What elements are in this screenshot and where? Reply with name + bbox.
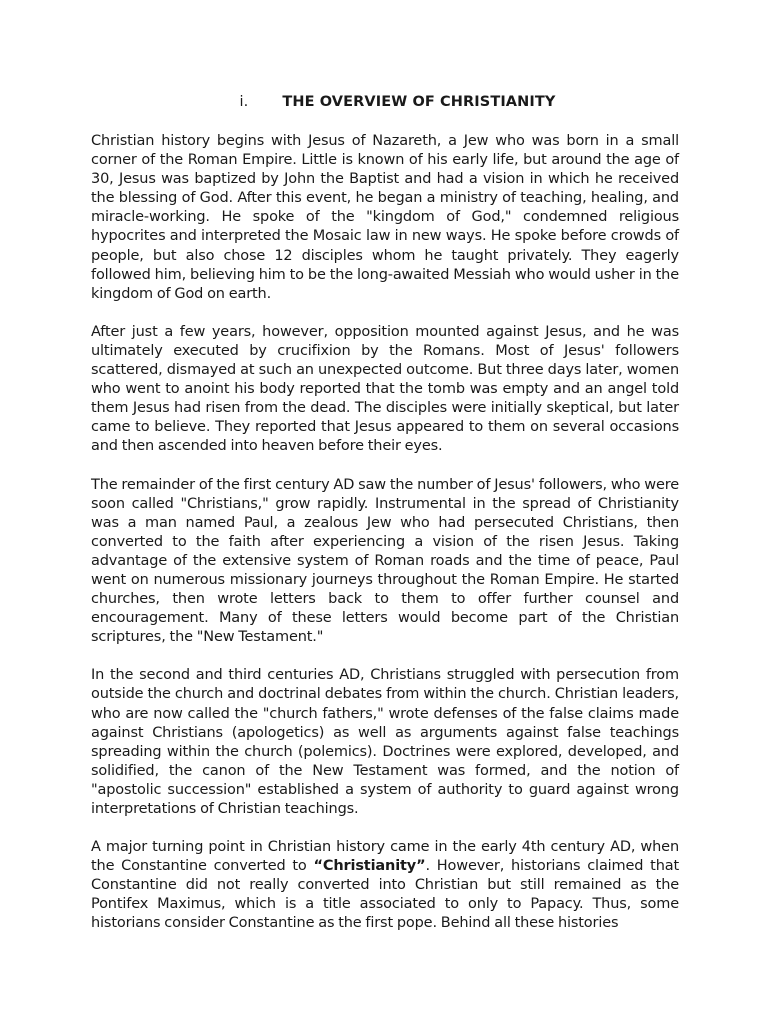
paragraph-5-text-start: A major turning point in Christian history came in the early 4th century AD, when the Constantine converted to	[91, 839, 679, 875]
paragraph-4: In the second and third centuries AD, Christians struggled with persecution from outside the church and doctrinal debates from within the church. Christian leaders, who are now called the "church fathers," wrote defenses of the false claims made against Christians (apologetics) as well as arguments against false teachings spreading within the church (polemics). Doctrines were explored, developed, and solidified, the canon of the New Testament was formed, and the notion of "apostolic succession" established a system of authority to guard against wrong interpretations of Christian teachings.	[91, 667, 679, 817]
paragraph-5-text-end: . However, historians claimed that Constantine did not really converted into Christian but still remained as the Pontifex Maximus, which is a title associated to only to Papacy. Thus, some historians consider Constantine as the first pope. Behind all these histories	[91, 858, 679, 932]
paragraph-3: The remainder of the first century AD saw the number of Jesus' followers, who were soon called "Christians," grow rapidly. Instrumental in the spread of Christianity was a man named Paul, a zealous Jew who had persecuted Christians, then converted to the faith after experiencing a vision of the risen Jesus. Taking advantage of the extensive system of Roman roads and the time of peace, Paul went on numerous missionary journeys throughout the Roman Empire. He started churches, then wrote letters back to them to offer further counsel and encouragement. Many of these letters would become part of the Christian scriptures, the "New Testament."	[91, 476, 679, 646]
paragraph-5-emphasis: “Christianity”	[313, 858, 426, 875]
section-number: i.	[239, 94, 249, 110]
paragraph-1: Christian history begins with Jesus of Nazareth, a Jew who was born in a small corner of the Roman Empire. Little is known of his early life, but around the age of 30, Jesus was baptized by John the Baptist and had a vision in which he received the blessing of God. After this event, he began a ministry of teaching, healing, and miracle-working. He spoke of the "kingdom of God," condemned religious hypocrites and interpreted the Mosaic law in new ways. He spoke before crowds of people, but also chose 12 disciples whom he taught privately. They eagerly followed him, believing him to be the long-awaited Messiah who would usher in the kingdom of God on earth.	[91, 133, 679, 302]
document-page	[91, 94, 679, 933]
section-title: THE OVERVIEW OF CHRISTIANITY	[282, 94, 556, 110]
section-heading	[91, 94, 679, 110]
paragraph-5	[91, 838, 679, 933]
paragraph-2: After just a few years, however, opposition mounted against Jesus, and he was ultimately executed by crucifixion by the Romans. Most of Jesus' followers scattered, dismayed at such an unexpected outcome. But three days later, women who went to anoint his body reported that the tomb was empty and an angel told them Jesus had risen from the dead. The disciples were initially skeptical, but later came to believe. They reported that Jesus appeared to them on several occasions and then ascended into heaven before their eyes.	[91, 323, 679, 455]
